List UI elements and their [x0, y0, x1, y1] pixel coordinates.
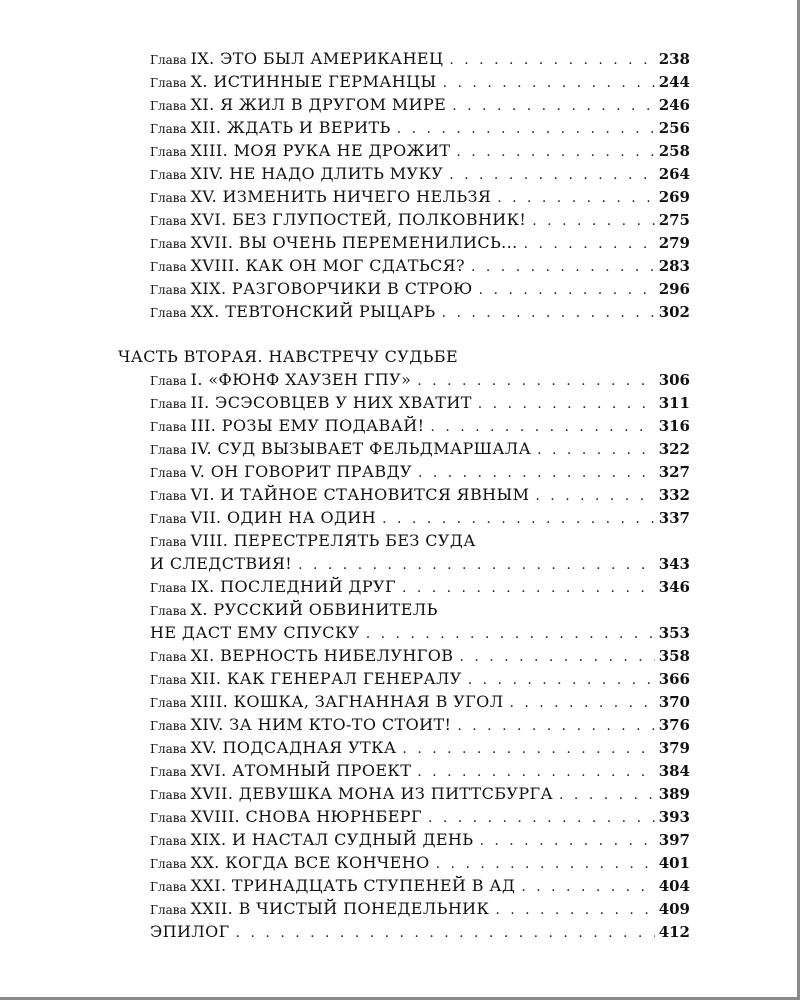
chapter-title: XVI. АТОМНЫЙ ПРОЕКТ — [190, 761, 412, 780]
toc-entry[interactable] — [0, 116, 800, 139]
chapter-page-number: 306 — [658, 371, 690, 389]
chapter-page-number: 279 — [658, 234, 690, 252]
chapter-title: IX. ПОСЛЕДНИЙ ДРУГ — [190, 577, 396, 596]
toc-entry[interactable] — [0, 506, 800, 529]
chapter-page-number: 366 — [658, 670, 690, 688]
chapter-prefix: Глава — [150, 581, 187, 595]
chapter-page-number: 384 — [658, 762, 690, 780]
chapter-title: XIII. КОШКА, ЗАГНАННАЯ В УГОЛ — [190, 692, 504, 711]
toc-entry[interactable] — [0, 93, 800, 116]
chapter-page-number: 332 — [658, 486, 690, 504]
chapter-page-number: 322 — [658, 440, 690, 458]
dot-leader — [443, 72, 655, 95]
chapter-page-number: 379 — [658, 739, 690, 757]
chapter-prefix: Глава — [150, 512, 187, 526]
chapter-prefix: Глава — [150, 696, 187, 710]
chapter-prefix: Глава — [150, 237, 187, 251]
toc-entry-continuation[interactable] — [0, 552, 800, 575]
toc-entry[interactable] — [0, 736, 800, 759]
chapter-prefix: Глава — [150, 903, 187, 917]
chapter-page-number: 246 — [658, 96, 690, 114]
dot-leader — [457, 715, 654, 738]
chapter-page-number: 311 — [658, 394, 690, 412]
chapter-page-number: 404 — [658, 877, 690, 895]
chapter-prefix: Глава — [150, 604, 187, 618]
toc-entry[interactable] — [0, 437, 800, 460]
chapter-prefix: Глава — [150, 834, 187, 848]
toc-entry[interactable] — [0, 185, 800, 208]
toc-entry[interactable] — [0, 897, 800, 920]
toc-entry[interactable] — [0, 47, 800, 70]
chapter-title: X. ИСТИННЫЕ ГЕРМАНЦЫ — [190, 72, 437, 91]
chapter-prefix: Глава — [150, 306, 187, 320]
chapter-page-number: 258 — [658, 142, 690, 160]
toc-entry[interactable] — [0, 231, 800, 254]
dot-leader — [535, 485, 654, 508]
chapter-prefix: Глава — [150, 880, 187, 894]
chapter-page-number: 343 — [658, 555, 690, 573]
chapter-prefix: Глава — [150, 788, 187, 802]
chapter-page-number: 244 — [658, 73, 690, 91]
chapter-title: XVII. ВЫ ОЧЕНЬ ПЕРЕМЕНИЛИСЬ... — [190, 233, 518, 252]
chapter-prefix: Глава — [150, 145, 187, 159]
chapter-title: XI. Я ЖИЛ В ДРУГОМ МИРЕ — [190, 95, 447, 114]
chapter-title: XIV. НЕ НАДО ДЛИТЬ МУКУ — [190, 164, 444, 183]
epilogue-row[interactable] — [0, 920, 800, 943]
dot-leader — [382, 508, 655, 531]
toc-entry[interactable] — [0, 139, 800, 162]
chapter-page-number: 401 — [658, 854, 690, 872]
toc-entry[interactable] — [0, 208, 800, 231]
chapter-page-number: 316 — [658, 417, 690, 435]
dot-leader — [428, 807, 655, 830]
chapter-title: III. РОЗЫ ЕМУ ПОДАВАЙ! — [190, 416, 425, 435]
chapter-page-number: 358 — [658, 647, 690, 665]
dot-leader — [417, 761, 654, 784]
chapter-title: XVIII. СНОВА НЮРНБЕРГ — [190, 807, 422, 826]
dot-leader — [402, 738, 654, 761]
chapter-title-continuation: НЕ ДАСТ ЕМУ СПУСКУ — [150, 623, 360, 642]
toc-entry-continuation[interactable] — [0, 621, 800, 644]
chapter-prefix: Глава — [150, 466, 187, 480]
dot-leader — [449, 49, 654, 72]
toc-entry[interactable] — [0, 162, 800, 185]
toc-entry[interactable] — [0, 368, 800, 391]
toc-entry[interactable] — [0, 851, 800, 874]
dot-leader — [471, 256, 655, 279]
chapter-prefix: Глава — [150, 811, 187, 825]
toc-entry[interactable] — [0, 598, 800, 621]
chapter-page-number: 256 — [658, 119, 690, 137]
dot-leader — [456, 141, 654, 164]
chapter-prefix: Глава — [150, 857, 187, 871]
part2-heading: ЧАСТЬ ВТОРАЯ. НАВСТРЕЧУ СУДЬБЕ — [118, 347, 459, 366]
chapter-page-number: 327 — [658, 463, 690, 481]
dot-leader — [524, 233, 655, 256]
dot-leader — [479, 279, 655, 302]
dot-leader — [449, 164, 654, 187]
table-of-contents — [0, 47, 800, 943]
chapter-page-number: 389 — [658, 785, 690, 803]
dot-leader — [418, 462, 655, 485]
chapter-title: IV. СУД ВЫЗЫВАЕТ ФЕЛЬДМАРШАЛА — [190, 439, 532, 458]
dot-leader — [537, 439, 655, 462]
toc-entry[interactable] — [0, 483, 800, 506]
chapter-page-number: 370 — [658, 693, 690, 711]
chapter-prefix: Глава — [150, 122, 187, 136]
toc-entry[interactable] — [0, 391, 800, 414]
chapter-title: I. «ФЮНФ ХАУЗЕН ГПУ» — [190, 370, 412, 389]
chapter-title: XX. ТЕВТОНСКИЙ РЫЦАРЬ — [190, 302, 436, 321]
toc-entry[interactable] — [0, 690, 800, 713]
toc-entry[interactable] — [0, 782, 800, 805]
chapter-prefix: Глава — [150, 650, 187, 664]
toc-entry[interactable] — [0, 254, 800, 277]
dot-leader — [402, 577, 655, 600]
chapter-page-number: 393 — [658, 808, 690, 826]
chapter-prefix: Глава — [150, 765, 187, 779]
chapter-prefix: Глава — [150, 99, 187, 113]
chapter-prefix: Глава — [150, 374, 187, 388]
dot-leader — [298, 554, 655, 577]
toc-entry[interactable] — [0, 644, 800, 667]
section-gap — [0, 323, 800, 345]
part1-chapter-list — [0, 47, 800, 323]
dot-leader — [478, 393, 655, 416]
dot-leader — [442, 302, 655, 325]
chapter-page-number: 238 — [658, 50, 690, 68]
epilogue-title: ЭПИЛОГ — [150, 922, 230, 941]
toc-entry[interactable] — [0, 300, 800, 323]
chapter-title: XXII. В ЧИСТЫЙ ПОНЕДЕЛЬНИК — [190, 899, 490, 918]
chapter-title: XIX. И НАСТАЛ СУДНЫЙ ДЕНЬ — [190, 830, 474, 849]
dot-leader — [468, 669, 655, 692]
chapter-prefix: Глава — [150, 420, 187, 434]
dot-leader — [559, 784, 655, 807]
dot-leader — [521, 876, 654, 899]
chapter-title: XXI. ТРИНАДЦАТЬ СТУПЕНЕЙ В АД — [190, 876, 516, 895]
chapter-title: II. ЭСЭСОВЦЕВ У НИХ ХВАТИТ — [190, 393, 472, 412]
chapter-title-continuation: И СЛЕДСТВИЯ! — [150, 554, 293, 573]
chapter-prefix: Глава — [150, 489, 187, 503]
chapter-title: XV. ИЗМЕНИТЬ НИЧЕГО НЕЛЬЗЯ — [190, 187, 492, 206]
toc-entry[interactable] — [0, 874, 800, 897]
chapter-prefix: Глава — [150, 283, 187, 297]
toc-entry[interactable] — [0, 575, 800, 598]
chapter-title: XVIII. КАК ОН МОГ СДАТЬСЯ? — [190, 256, 465, 275]
chapter-title: XI. ВЕРНОСТЬ НИБЕЛУНГОВ — [190, 646, 454, 665]
chapter-prefix: Глава — [150, 53, 187, 67]
epilogue-page-number: 412 — [658, 923, 690, 941]
chapter-page-number: 264 — [658, 165, 690, 183]
chapter-page-number: 353 — [658, 624, 690, 642]
dot-leader — [417, 370, 654, 393]
chapter-prefix: Глава — [150, 76, 187, 90]
chapter-page-number: 302 — [658, 303, 690, 321]
chapter-page-number: 283 — [658, 257, 690, 275]
part-heading-row — [0, 345, 800, 368]
chapter-title: IX. ЭТО БЫЛ АМЕРИКАНЕЦ — [190, 49, 444, 68]
toc-entry[interactable] — [0, 529, 800, 552]
toc-entry[interactable] — [0, 414, 800, 437]
part2-chapter-list — [0, 368, 800, 920]
chapter-title: VIII. ПЕРЕСТРЕЛЯТЬ БЕЗ СУДА — [190, 531, 476, 550]
chapter-prefix: Глава — [150, 168, 187, 182]
chapter-prefix: Глава — [150, 214, 187, 228]
chapter-page-number: 346 — [658, 578, 690, 596]
chapter-prefix: Глава — [150, 742, 187, 756]
chapter-title: XVI. БЕЗ ГЛУПОСТЕЙ, ПОЛКОВНИК! — [190, 210, 527, 229]
chapter-page-number: 296 — [658, 280, 690, 298]
dot-leader — [436, 853, 655, 876]
toc-entry[interactable] — [0, 460, 800, 483]
chapter-prefix: Глава — [150, 535, 187, 549]
toc-entry[interactable] — [0, 759, 800, 782]
chapter-page-number: 269 — [658, 188, 690, 206]
toc-entry[interactable] — [0, 805, 800, 828]
chapter-title: XII. КАК ГЕНЕРАЛ ГЕНЕРАЛУ — [190, 669, 462, 688]
chapter-page-number: 397 — [658, 831, 690, 849]
chapter-prefix: Глава — [150, 673, 187, 687]
toc-entry[interactable] — [0, 667, 800, 690]
chapter-title: VII. ОДИН НА ОДИН — [190, 508, 377, 527]
chapter-title: XVII. ДЕВУШКА МОНА ИЗ ПИТТСБУРГА — [190, 784, 554, 803]
dot-leader — [452, 95, 654, 118]
toc-entry[interactable] — [0, 713, 800, 736]
chapter-title: V. ОН ГОВОРИТ ПРАВДУ — [190, 462, 412, 481]
chapter-title: XX. КОГДА ВСЕ КОНЧЕНО — [190, 853, 430, 872]
chapter-title: XIII. МОЯ РУКА НЕ ДРОЖИТ — [190, 141, 451, 160]
dot-leader — [532, 210, 654, 233]
dot-leader — [495, 899, 654, 922]
dot-leader — [459, 646, 654, 669]
dot-leader — [236, 922, 655, 945]
toc-entry[interactable] — [0, 828, 800, 851]
chapter-title: XII. ЖДАТЬ И ВЕРИТЬ — [190, 118, 391, 137]
chapter-prefix: Глава — [150, 260, 187, 274]
toc-entry[interactable] — [0, 277, 800, 300]
chapter-prefix: Глава — [150, 719, 187, 733]
dot-leader — [509, 692, 654, 715]
chapter-prefix: Глава — [150, 443, 187, 457]
chapter-prefix: Глава — [150, 397, 187, 411]
chapter-title: X. РУССКИЙ ОБВИНИТЕЛЬ — [190, 600, 438, 619]
chapter-title: VI. И ТАЙНОЕ СТАНОВИТСЯ ЯВНЫМ — [190, 485, 530, 504]
chapter-prefix: Глава — [150, 191, 187, 205]
dot-leader — [366, 623, 655, 646]
dot-leader — [479, 830, 654, 853]
chapter-page-number: 409 — [658, 900, 690, 918]
chapter-page-number: 275 — [658, 211, 690, 229]
dot-leader — [497, 187, 654, 210]
chapter-title: XIX. РАЗГОВОРЧИКИ В СТРОЮ — [190, 279, 473, 298]
chapter-title: XV. ПОДСАДНАЯ УТКА — [190, 738, 397, 757]
chapter-page-number: 337 — [658, 509, 690, 527]
chapter-page-number: 376 — [658, 716, 690, 734]
dot-leader — [430, 416, 654, 439]
dot-leader — [397, 118, 655, 141]
toc-entry[interactable] — [0, 70, 800, 93]
chapter-title: XIV. ЗА НИМ КТО-ТО СТОИТ! — [190, 715, 452, 734]
